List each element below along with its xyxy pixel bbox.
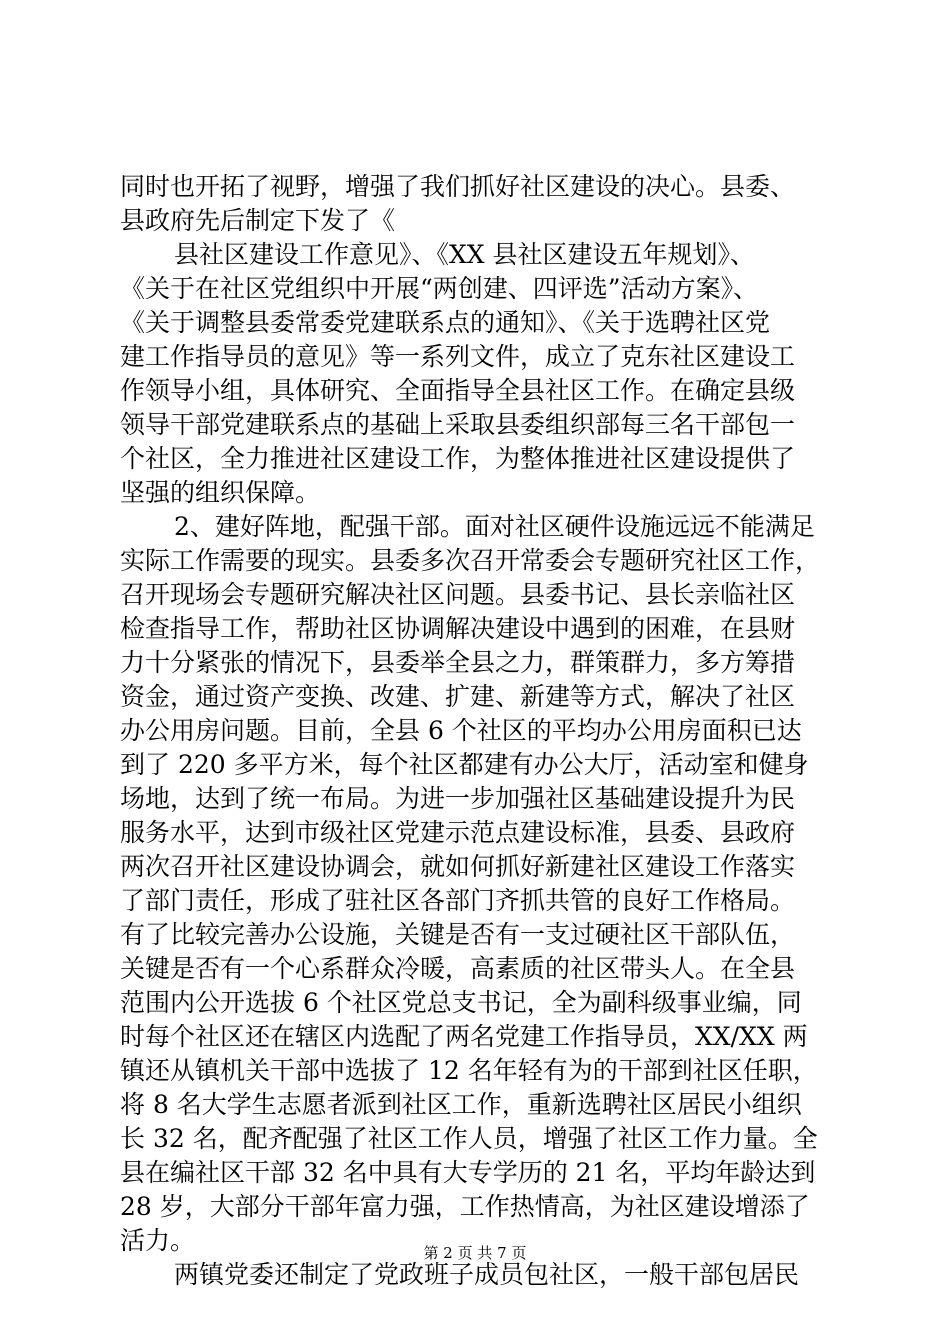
- text-line: 检查指导工作，帮助社区协调解决建设中遇到的困难，在县财: [120, 614, 796, 643]
- text-line: 资金，通过资产变换、改建、扩建、新建等方式，解决了社区: [120, 682, 796, 711]
- text-line: 长 32 名，配齐配强了社区工作人员，增强了社区工作力量。全: [120, 1124, 818, 1153]
- document-body: [120, 170, 840, 1292]
- text-line: 领导干部党建联系点的基础上采取县委组织部每三名干部包一: [120, 410, 796, 439]
- text-line: 2、建好阵地，配强干部。面对社区硬件设施远远不能满足: [174, 512, 815, 541]
- text-line: 了部门责任，形成了驻社区各部门齐抓共管的良好工作格局。: [120, 886, 796, 915]
- text-line: 力十分紧张的情况下，县委举全县之力，群策群力，多方筹措: [120, 648, 796, 677]
- text-line: 关键是否有一个心系群众冷暖，高素质的社区带头人。在全县: [120, 954, 796, 983]
- text-line: 两镇党委还制定了党政班子成员包社区，一般干部包居民: [174, 1260, 800, 1289]
- text-line: 活力。: [120, 1226, 196, 1255]
- text-line: 同时也开拓了视野，增强了我们抓好社区建设的决心。县委、: [120, 172, 796, 201]
- text-line: 个社区，全力推进社区建设工作，为整体推进社区建设提供了: [120, 444, 796, 473]
- text-line: 实际工作需要的现实。县委多次召开常委会专题研究社区工作，: [120, 546, 821, 575]
- text-line: 服务水平，达到市级社区党建示范点建设标准，县委、县政府: [120, 818, 796, 847]
- text-line: 28 岁，大部分干部年富力强，工作热情高，为社区建设增添了: [120, 1192, 810, 1221]
- text-line: 坚强的组织保障。: [120, 478, 321, 507]
- text-line: 办公用房问题。目前，全县 6 个社区的平均办公用房面积已达: [120, 716, 802, 745]
- text-line: 县政府先后制定下发了《: [120, 206, 396, 235]
- text-line: 范围内公开选拔 6 个社区党总支书记，全为副科级事业编，同: [120, 988, 802, 1017]
- text-line: 两次召开社区建设协调会，就如何抓好新建社区建设工作落实: [120, 852, 796, 881]
- text-line: 场地，达到了统一布局。为进一步加强社区基础建设提升为民: [120, 784, 796, 813]
- text-line: 召开现场会专题研究解决社区问题。县委书记、县长亲临社区: [120, 580, 796, 609]
- text-line: 到了 220 多平方米，每个社区都建有办公大厅，活动室和健身: [120, 750, 809, 779]
- text-line: 县社区建设工作意见》、《XX 县社区建设五年规划》、: [174, 240, 756, 269]
- text-line: 建工作指导员的意见》等一系列文件，成立了克东社区建设工: [120, 342, 796, 371]
- text-line: 《关于在社区党组织中开展“两创建、四评选”活动方案》、: [120, 274, 759, 303]
- text-line: 《关于调整县委常委党建联系点的通知》、《关于选聘社区党: [120, 308, 771, 337]
- text-line: 县在编社区干部 32 名中具有大专学历的 21 名，平均年龄达到: [120, 1158, 816, 1187]
- page-number-footer: 第 2 页 共 7 页: [423, 1244, 527, 1262]
- text-line: 镇还从镇机关干部中选拔了 12 名年轻有为的干部到社区任职，: [120, 1056, 818, 1085]
- text-line: 时每个社区还在辖区内选配了两名党建工作指导员，XX/XX 两: [120, 1022, 808, 1051]
- text-line: 有了比较完善办公设施，关键是否有一支过硬社区干部队伍，: [120, 920, 796, 949]
- text-line: 作领导小组，具体研究、全面指导全县社区工作。在确定县级: [120, 376, 796, 405]
- text-line: 将 8 名大学生志愿者派到社区工作，重新选聘社区居民小组织: [120, 1090, 802, 1119]
